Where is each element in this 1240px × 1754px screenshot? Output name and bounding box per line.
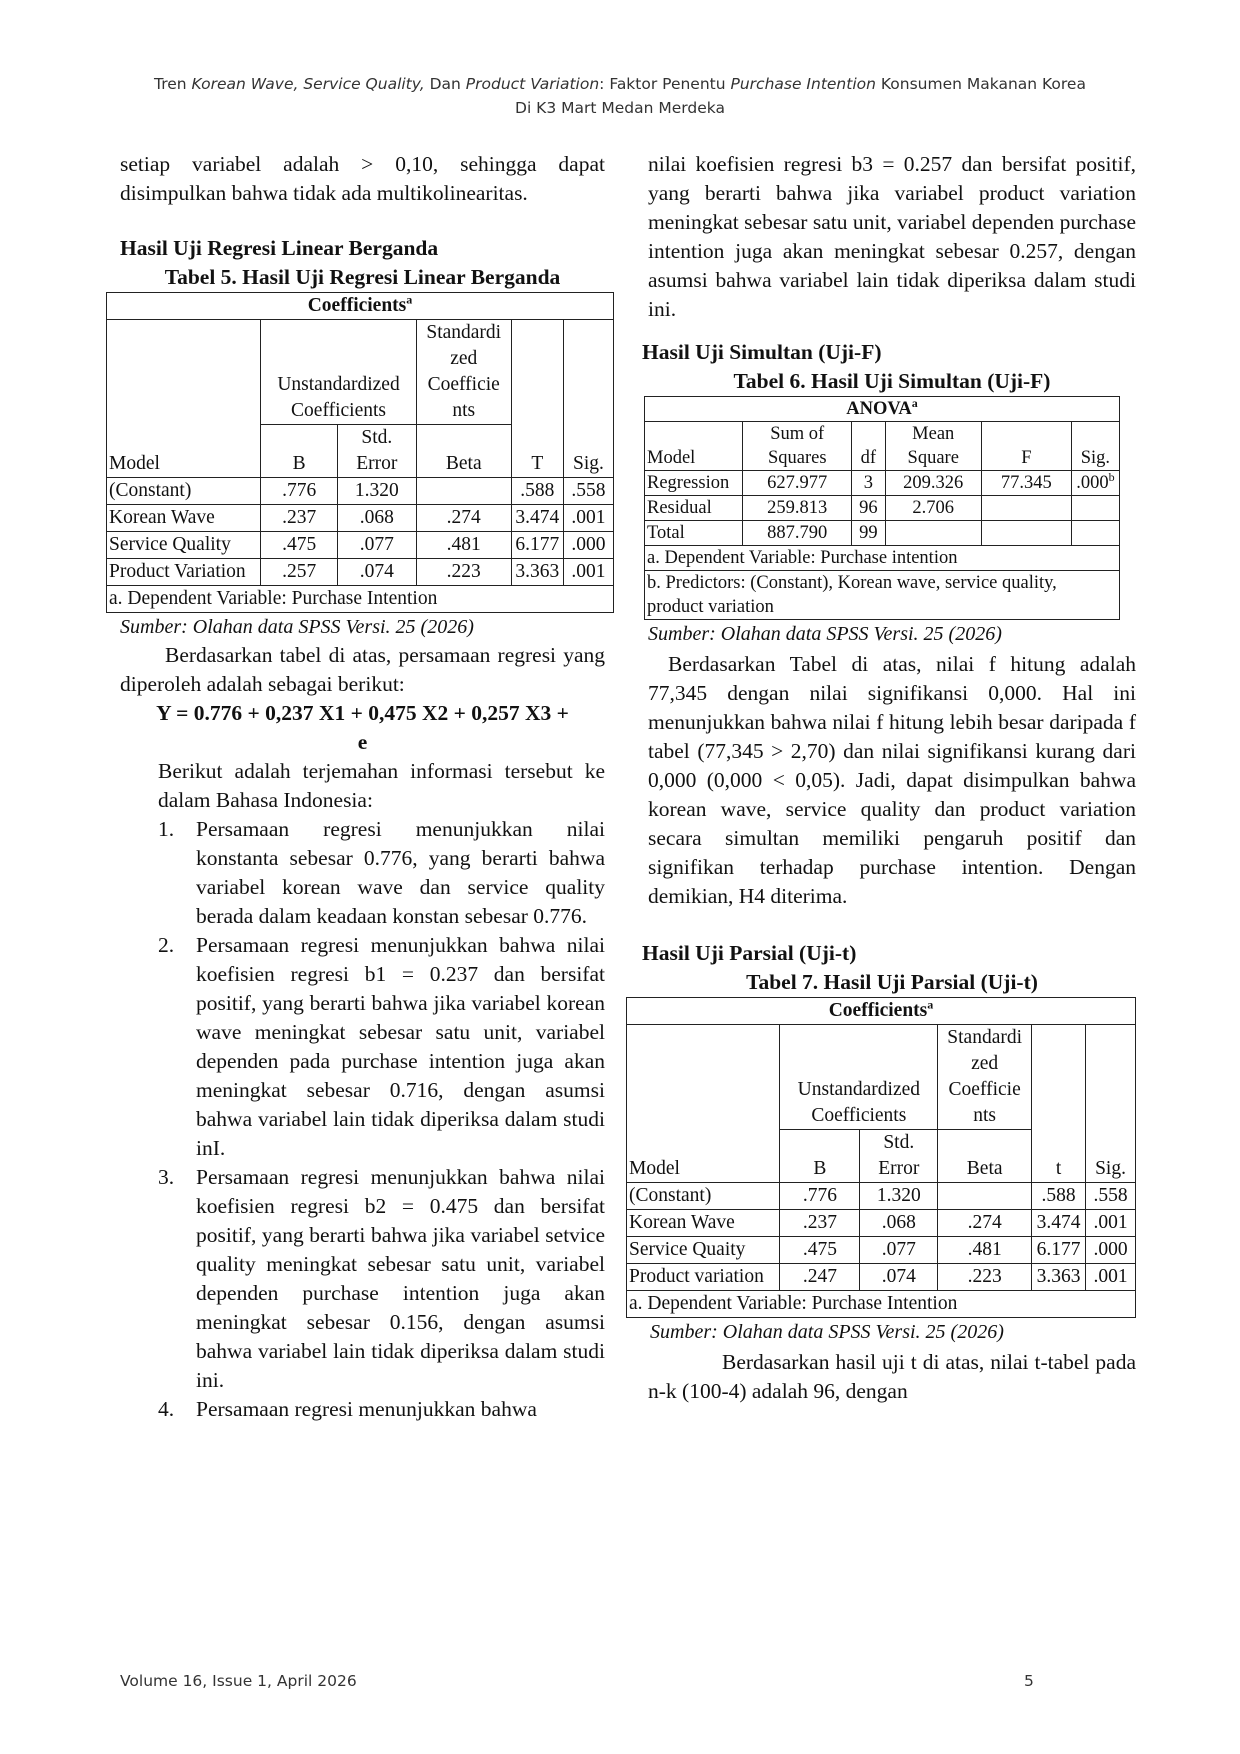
table5-row	[107, 505, 614, 532]
table6-cell-ms: 209.326	[885, 471, 981, 496]
table6-cell-sig	[1071, 471, 1119, 496]
table6-sig-footnote: b	[1108, 469, 1115, 484]
list-item-number: 1.	[158, 817, 175, 841]
table5-col-b: B	[261, 425, 338, 478]
table5-cell-se: .068	[338, 505, 417, 532]
table5-cell-b: .257	[261, 559, 338, 586]
list-item	[158, 815, 605, 931]
table5-cell-se: .077	[338, 532, 417, 559]
table7-note: a. Dependent Variable: Purchase Intention	[627, 1291, 1136, 1318]
table7-cell-beta: .274	[938, 1210, 1032, 1237]
list-item-number: 3.	[158, 1165, 175, 1189]
table6	[644, 396, 1120, 620]
table6-caption: Tabel 6. Hasil Uji Simultan (Uji-F)	[733, 369, 1051, 393]
table7-cell-sig: .000	[1086, 1237, 1136, 1264]
table6-cell-model: Regression	[645, 471, 743, 496]
table5-cell-beta: .481	[416, 532, 511, 559]
table5-cell-beta: .223	[416, 559, 511, 586]
table6-row	[645, 496, 1120, 521]
running-header-part: : Faktor Penentu	[599, 75, 731, 93]
table5-row	[107, 559, 614, 586]
table7-col-t: t	[1032, 1025, 1086, 1183]
interpretation-list	[158, 815, 605, 1424]
table5-cell-se: 1.320	[338, 478, 417, 505]
table5-source: Sumber: Olahan data SPSS Versi. 25 (2026)	[120, 616, 474, 638]
table6-col-model: Model	[645, 422, 743, 471]
table7-cell-model: Product variation	[627, 1264, 780, 1291]
table5-cell-beta: .274	[416, 505, 511, 532]
table7-row	[627, 1237, 1136, 1264]
list-item	[158, 1395, 605, 1424]
running-header-part: Purchase Intention	[730, 75, 876, 93]
section-heading-regression: Hasil Uji Regresi Linear Berganda	[120, 236, 439, 260]
table7-group-standardized: Standardi zed Coefficie nts	[938, 1025, 1032, 1130]
table7-cell-se: 1.320	[860, 1183, 938, 1210]
table5-cell-t: 6.177	[511, 532, 563, 559]
running-header-part: Konsumen Makanan Korea	[875, 75, 1086, 93]
running-header	[120, 72, 1120, 120]
left-column	[109, 150, 606, 1424]
table5-note: a. Dependent Variable: Purchase Intention	[107, 586, 614, 613]
intro-paragraph: setiap variabel adalah > 0,10, sehingga dapat disimpulkan bahwa tidak ada multikolinearitas.	[120, 152, 605, 205]
running-header-line2: Di K3 Mart Medan Merdeka	[515, 99, 725, 117]
table5-cell-sig: .001	[563, 559, 613, 586]
table7-col-model: Model	[627, 1025, 780, 1183]
table6-cell-ss: 887.790	[743, 521, 852, 546]
table5-col-beta: Beta	[416, 425, 511, 478]
table5-cell-b: .237	[261, 505, 338, 532]
table7-cell-beta: .223	[938, 1264, 1032, 1291]
table5-cell-sig: .000	[563, 532, 613, 559]
table5-cell-sig: .001	[563, 505, 613, 532]
table7-cell-t: 6.177	[1032, 1237, 1086, 1264]
table6-row	[645, 471, 1120, 496]
table7-row	[627, 1210, 1136, 1237]
table5-col-model: Model	[107, 320, 261, 478]
list-item-number: 4.	[158, 1397, 175, 1421]
table6-cell-df: 3	[852, 471, 885, 496]
table5-cell-model: Service Quality	[107, 532, 261, 559]
table5-col-se: Std. Error	[338, 425, 417, 478]
table7-cell-t: 3.474	[1032, 1210, 1086, 1237]
table7-cell-sig: .001	[1086, 1264, 1136, 1291]
regression-equation	[120, 699, 605, 757]
table7-caption: Tabel 7. Hasil Uji Parsial (Uji-t)	[746, 970, 1038, 994]
table5	[106, 292, 614, 613]
table6-cell-f	[981, 496, 1071, 521]
table6-title: ANOVA$^a$	[645, 397, 1120, 422]
list-item-text: Persamaan regresi menunjukkan bahwa nilai koefisien regresi b1 = 0.237 dan bersifat positif, yang berarti bahwa jika variabel korean wave meningkat sebesar satu unit, variabel dependen pada purchase intention juga akan meningkat sebesar 0.716, dengan asumsi bahwa variabel lain tidak diperiksa dalam studi inI.	[196, 933, 605, 1160]
table7-cell-b: .247	[780, 1264, 860, 1291]
table5-cell-b: .475	[261, 532, 338, 559]
table5-cell-t: 3.363	[511, 559, 563, 586]
table7-cell-se: .068	[860, 1210, 938, 1237]
table6-cell-f	[981, 521, 1071, 546]
table7-cell-se: .077	[860, 1237, 938, 1264]
table7-group-unstandardized: Unstandardized Coefficients	[780, 1025, 938, 1130]
footer-volume: Volume 16, Issue 1, April 2026	[120, 1672, 357, 1690]
translation-intro: Berikut adalah terjemahan informasi tersebut ke dalam Bahasa Indonesia:	[158, 759, 605, 812]
table5-group-standardized: Standardi zed Coefficie nts	[416, 320, 511, 425]
table6-col-df: df	[852, 422, 885, 471]
table7-col-sig: Sig.	[1086, 1025, 1136, 1183]
table5-caption: Tabel 5. Hasil Uji Regresi Linear Berganda	[164, 265, 561, 289]
table5-title: Coefficients$^a$	[107, 293, 614, 320]
paragraph-after-table5: Berdasarkan tabel di atas, persamaan regresi yang diperoleh adalah sebagai berikut:	[120, 643, 605, 696]
table7-col-se: Std. Error	[860, 1130, 938, 1183]
list-item-number: 2.	[158, 933, 175, 957]
table6-note-a: a. Dependent Variable: Purchase intention	[645, 546, 1120, 571]
running-header-part: Dan	[424, 75, 466, 93]
list-item	[158, 931, 605, 1163]
table6-cell-sig	[1071, 496, 1119, 521]
table5-row	[107, 478, 614, 505]
list-item	[158, 1163, 605, 1395]
table7-cell-beta	[938, 1183, 1032, 1210]
table5-cell-model: (Constant)	[107, 478, 261, 505]
running-header-part: Korean Wave, Service Quality,	[191, 75, 425, 93]
table7-col-beta: Beta	[938, 1130, 1032, 1183]
table7-cell-se: .074	[860, 1264, 938, 1291]
table6-cell-sig	[1071, 521, 1119, 546]
table6-col-ss: Sum of Squares	[743, 422, 852, 471]
table7-cell-beta: .481	[938, 1237, 1032, 1264]
table7-cell-model: Service Quaity	[627, 1237, 780, 1264]
table6-row	[645, 521, 1120, 546]
regression-equation-line2: e	[357, 730, 368, 754]
table6-cell-ss: 627.977	[743, 471, 852, 496]
table5-cell-b: .776	[261, 478, 338, 505]
paragraph-t-test: Berdasarkan hasil uji t di atas, nilai t-tabel pada n-k (100-4) adalah 96, dengan	[648, 1350, 1136, 1403]
running-header-line1	[120, 72, 1120, 96]
table5-cell-model: Product Variation	[107, 559, 261, 586]
list-item-text: Persamaan regresi menunjukkan nilai konstanta sebesar 0.776, yang berarti bahwa variabel korean wave dan service quality berada dalam keadaan konstan sebesar 0.776.	[196, 817, 605, 928]
list-item-text: Persamaan regresi menunjukkan bahwa nilai koefisien regresi b2 = 0.475 dan bersifat positif, yang berarti bahwa jika variabel setvice quality meningkat sebesar satu unit, variabel dependen purchase intention juga akan meningkat sebesar 0.156, dengan asumsi bahwa variabel lain tidak diperiksa dalam studi ini.	[196, 1165, 605, 1392]
table7-cell-b: .776	[780, 1183, 860, 1210]
table6-cell-df: 99	[852, 521, 885, 546]
table7	[626, 997, 1136, 1318]
running-header-part: Product Variation	[465, 75, 600, 93]
table5-cell-t: 3.474	[511, 505, 563, 532]
table5-cell-t: .588	[511, 478, 563, 505]
running-header-part: Tren	[154, 75, 192, 93]
table7-row	[627, 1264, 1136, 1291]
table7-cell-model: (Constant)	[627, 1183, 780, 1210]
table5-cell-sig: .558	[563, 478, 613, 505]
table5-cell-beta	[416, 478, 511, 505]
regression-equation-line1: Y = 0.776 + 0,237 X1 + 0,475 X2 + 0,257 X3 +	[156, 701, 569, 725]
table5-cell-model: Korean Wave	[107, 505, 261, 532]
footer-page-number: 5	[1024, 1672, 1034, 1690]
table5-group-unstandardized: Unstandardized Coefficients	[261, 320, 416, 425]
table7-cell-b: .475	[780, 1237, 860, 1264]
paragraph-f-test: Berdasarkan Tabel di atas, nilai f hitung adalah 77,345 dengan nilai signifikansi 0,000. Hal ini menunjukkan bahwa nilai f hitung lebih besar daripada f tabel (77,345 > 2,70) dan nilai signifikansi kurang dari 0,000 (0,000 < 0,05). Jadi, dapat disimpulkan bahwa korean wave, service quality dan product variation secara simultan memiliki pengaruh positif dan signifikan terhadap purchase intention. Dengan demikian, H4 diterima.	[648, 652, 1136, 908]
table7-cell-t: .588	[1032, 1183, 1086, 1210]
table5-col-t: T	[511, 320, 563, 478]
table6-cell-model: Residual	[645, 496, 743, 521]
list-item-text: Persamaan regresi menunjukkan bahwa	[196, 1397, 537, 1421]
table6-note-b: b. Predictors: (Constant), Korean wave, service quality, product variation	[645, 571, 1120, 620]
table6-cell-ss: 259.813	[743, 496, 852, 521]
table7-cell-model: Korean Wave	[627, 1210, 780, 1237]
right-column	[629, 150, 1136, 1406]
table7-cell-b: .237	[780, 1210, 860, 1237]
table5-row	[107, 532, 614, 559]
section-heading-t-test: Hasil Uji Parsial (Uji-t)	[642, 941, 857, 965]
table7-cell-sig: .001	[1086, 1210, 1136, 1237]
table6-source: Sumber: Olahan data SPSS Versi. 25 (2026)	[648, 623, 1002, 645]
section-heading-f-test: Hasil Uji Simultan (Uji-F)	[642, 340, 882, 364]
table7-title: Coefficients$^a$	[627, 998, 1136, 1025]
table6-sig-value: .000	[1076, 473, 1109, 493]
table6-cell-ms: 2.706	[885, 496, 981, 521]
table6-cell-f: 77.345	[981, 471, 1071, 496]
table6-cell-df: 96	[852, 496, 885, 521]
table7-cell-sig: .558	[1086, 1183, 1136, 1210]
table6-cell-model: Total	[645, 521, 743, 546]
table6-col-ms: Mean Square	[885, 422, 981, 471]
table7-cell-t: 3.363	[1032, 1264, 1086, 1291]
table6-col-sig: Sig.	[1071, 422, 1119, 471]
continuation-paragraph: nilai koefisien regresi b3 = 0.257 dan bersifat positif, yang berarti bahwa jika variabel product variation meningkat sebesar satu unit, variabel dependen purchase intention juga akan meningkat sebesar 0.257, dengan asumsi bahwa variabel lain tidak diperiksa dalam studi ini.	[648, 152, 1136, 321]
table7-source: Sumber: Olahan data SPSS Versi. 25 (2026)	[650, 1321, 1004, 1343]
table5-cell-se: .074	[338, 559, 417, 586]
table7-row	[627, 1183, 1136, 1210]
table6-cell-ms	[885, 521, 981, 546]
table5-col-sig: Sig.	[563, 320, 613, 478]
table7-col-b: B	[780, 1130, 860, 1183]
table6-col-f: F	[981, 422, 1071, 471]
